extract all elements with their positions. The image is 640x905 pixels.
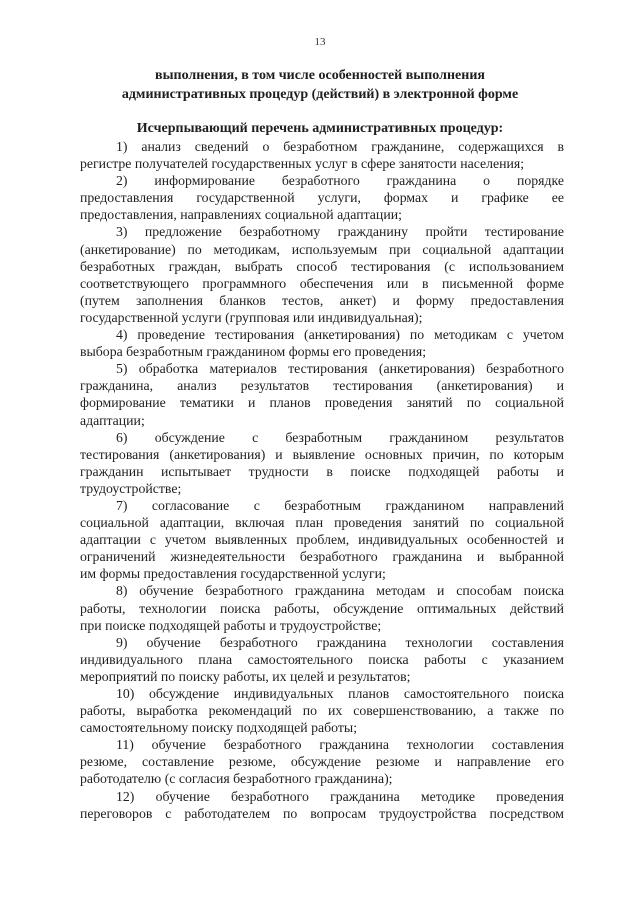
- list-item-start-line: 1) анализ сведений о безработном гражданине, содержащихся в: [116, 139, 564, 154]
- text-line: работы, технологии поиска работы, обсуждение оптимальных действий: [80, 600, 564, 616]
- text-line: предоставления, направлениях социальной адаптации;: [80, 207, 402, 223]
- text-line: мероприятий по поиску работы, их целей и результатов;: [80, 668, 411, 684]
- text-line: регистре получателей государственных услуг в сфере занятости населения;: [80, 156, 525, 172]
- list-item-start-line: 4) проведение тестирования (анкетирования) по методикам с учетом: [116, 327, 564, 343]
- list-item-start-line: 3) предложение безработному гражданину пройти тестирование: [116, 224, 564, 240]
- list-item-start-line: 7) согласование с безработным гражданином направлений: [116, 497, 564, 513]
- procedures-list: [80, 138, 564, 822]
- list-item-start-line: 12) обучение безработного гражданина методике проведения: [116, 788, 564, 804]
- text-line: ограничений жизнедеятельности безработного гражданина и выбранной: [80, 549, 564, 565]
- text-line: государственной услуги (групповая или индивидуальная);: [80, 309, 423, 325]
- procedures-list-title: Исчерпывающий перечень административных процедур:: [136, 121, 504, 136]
- text-line: выбора безработным гражданином формы его проведения;: [80, 344, 427, 360]
- heading-line: выполнения, в том числе особенностей выполнения: [155, 68, 485, 83]
- list-item-start-line: 10) обсуждение индивидуальных планов самостоятельного поиска: [116, 686, 564, 701]
- list-item-start-line: 8) обучение безработного гражданина методам и способам поиска: [116, 583, 564, 599]
- section-heading: [80, 66, 560, 104]
- text-line: социальной адаптации, включая план проведения занятий по социальной: [80, 515, 564, 531]
- text-line: работы, выработка рекомендаций по их совершенствованию, а также по: [80, 703, 564, 719]
- heading-line: административных процедур (действий) в электронной форме: [121, 87, 519, 102]
- page-number: 13: [314, 36, 326, 48]
- text-line: гражданин испытывает трудности в поиске подходящей работы и: [80, 463, 564, 479]
- text-line: (путем заполнения бланков тестов, анкет) и форму предоставления: [80, 292, 564, 308]
- text-line: (анкетирование) по методикам, используемым при социальной адаптации: [80, 241, 564, 257]
- text-line: трудоустройстве;: [80, 480, 182, 496]
- list-item-start-line: 5) обработка материалов тестирования (анкетирования) безработного: [116, 361, 564, 377]
- text-line: предоставления государственной услуги, формах и графике ее: [80, 190, 564, 206]
- list-item-start-line: 2) информирование безработного гражданина о порядке: [116, 173, 564, 189]
- text-line: при поиске подходящей работы и трудоустройстве;: [80, 617, 382, 633]
- text-line: резюме, составление резюме, обсуждение резюме и направление его: [80, 754, 564, 770]
- text-line: соответствующего программного обеспечения или в письменной форме: [80, 275, 564, 291]
- text-line: безработных граждан, выбрать способ тестирования (с использованием: [80, 258, 564, 274]
- text-line: работодателю (с согласия безработного гражданина);: [80, 771, 393, 787]
- text-line: самостоятельному поиску подходящей работы;: [80, 720, 358, 736]
- text-line: переговоров с работодателем по вопросам трудоустройства посредством: [80, 805, 564, 821]
- text-line: адаптации;: [80, 412, 145, 428]
- text-line: им формы предоставления государственной услуги;: [80, 566, 386, 582]
- list-item-start-line: 6) обсуждение с безработным гражданином результатов: [116, 429, 564, 445]
- text-line: тестирования (анкетирования) и выявление основных причин, по которым: [80, 446, 564, 462]
- text-line: формирование тематики и планов проведения занятий по социальной: [80, 395, 564, 411]
- text-line: адаптации с учетом выявленных проблем, индивидуальных особенностей и: [80, 532, 564, 548]
- list-item-start-line: 9) обучение безработного гражданина технологии составления: [116, 634, 564, 650]
- text-line: гражданина, анализ результатов тестирования (анкетирования) и: [80, 378, 564, 394]
- list-item-start-line: 11) обучение безработного гражданина технологии составления: [116, 737, 564, 753]
- text-line: индивидуального плана самостоятельного поиска работы с указанием: [80, 651, 564, 667]
